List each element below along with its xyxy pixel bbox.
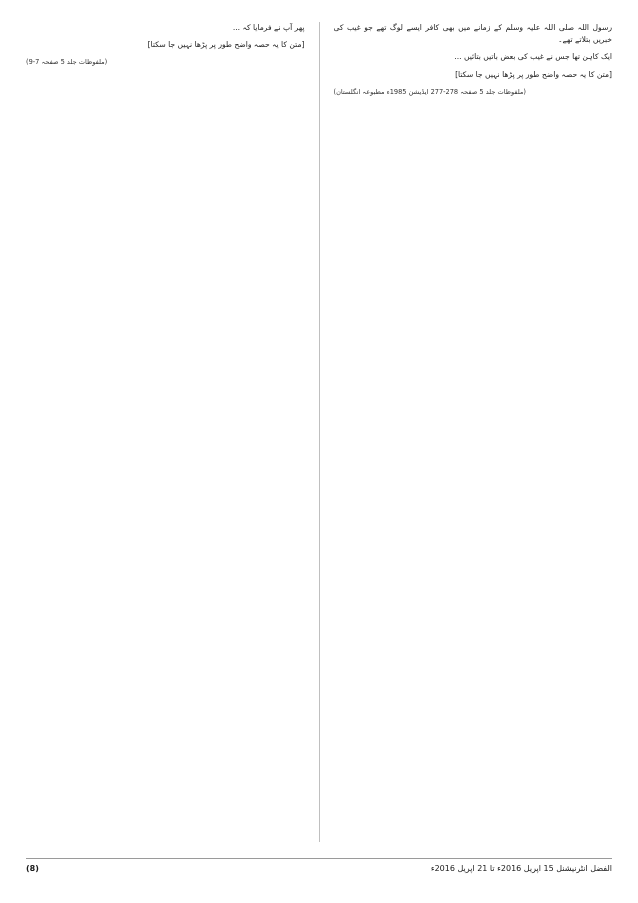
left-column [26,22,305,842]
page-number: (8) [26,864,39,873]
article-columns [26,22,612,842]
paragraph: [متن کا یہ حصہ واضح طور پر پڑھا نہیں جا سکتا] [147,40,305,50]
paragraph: [متن کا یہ حصہ واضح طور پر پڑھا نہیں جا سکتا] [455,69,612,79]
paragraph: ایک کاہن تھا جس نے غیب کی بعض باتیں بتائیں ... [454,52,612,62]
right-column [334,22,613,842]
paragraph: رسول اللہ صلی اللہ علیہ وسلم کے زمانے میں بھی کافر ایسے لوگ تھے جو غیب کی خبریں بتلاتے تھے۔ [333,23,612,45]
paragraph: پھر آپ نے فرمایا کہ ... [232,23,305,32]
reference-citation: (ملفوظات جلد 5 صفحہ 278-277 ایڈیشن 1985ء مطبوعہ انگلستان) [333,87,526,96]
column-divider [319,22,320,842]
reference-citation: (ملفوظات جلد 5 صفحہ 7-9) [26,58,108,67]
masthead-line: الفضل انٹرنیشنل 15 اپریل 2016ء تا 21 اپریل 2016ء [430,864,612,873]
page-footer [26,858,612,873]
